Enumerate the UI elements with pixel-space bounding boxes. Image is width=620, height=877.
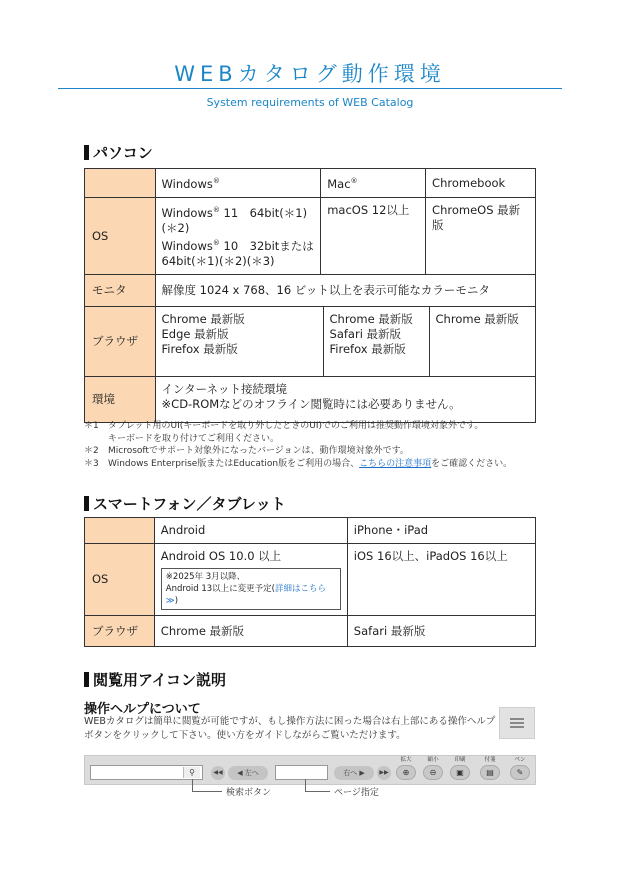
win11-sup: ®: [212, 206, 220, 214]
footnote-text: タブレット用のUI(キーボードを取り外したときのUI)でのご利用は推奨動作環境対象外です。: [108, 421, 484, 431]
mac-label: Mac: [327, 177, 351, 191]
browser-item: Safari 最新版: [329, 327, 402, 341]
details-link[interactable]: 詳細はこちら≫: [165, 584, 327, 606]
pc-header-corner: [85, 169, 156, 198]
pc-header-chromebook: Chromebook: [426, 169, 536, 198]
pc-monitor-row: [85, 275, 536, 307]
footnote-2: [84, 445, 512, 458]
footnote-key: ＊3: [84, 458, 99, 469]
print-tool[interactable]: [447, 755, 473, 780]
page-callout-line-h: [305, 791, 330, 792]
hamburger-icon: [510, 718, 524, 728]
pen-label: ペン: [514, 757, 526, 763]
pc-os-windows-line1: [162, 203, 315, 221]
pc-requirements-table: [84, 168, 536, 423]
page-subtitle: System requirements of WEB Catalog: [206, 96, 414, 109]
pc-monitor-value: 解像度 1024 x 768、16 ビット以上を表示可能なカラーモニタ: [155, 275, 535, 307]
pc-os-row: [85, 198, 536, 275]
page-callout-line: [305, 779, 306, 791]
footnote-1: [84, 420, 512, 433]
mobile-os-android: [154, 544, 347, 616]
printer-icon[interactable]: ▣: [450, 765, 470, 780]
win11-spec: 11 64bit(＊1): [219, 206, 308, 220]
android-change-note: [161, 568, 341, 610]
pc-browser-mac: [324, 307, 430, 376]
pc-heading: [84, 142, 153, 163]
mobile-header-android: Android: [154, 518, 347, 544]
page-title: WEBカタログ動作環境: [174, 62, 446, 86]
mobile-header-corner: [85, 518, 155, 544]
icons-heading-text: 閲覧用アイコン説明: [93, 671, 227, 689]
win10-name: Windows: [161, 239, 213, 253]
windows-sup: ®: [212, 177, 220, 185]
footnote-text: キーボードを取り付けてご利用ください。: [108, 433, 280, 444]
sticky-label: 付箋: [484, 757, 496, 763]
footnotes: [84, 420, 512, 470]
note-line2: [166, 583, 336, 607]
pc-browser-subgrid: [156, 307, 535, 376]
mobile-heading-text: スマートフォン／タブレット: [93, 495, 286, 513]
mobile-requirements-table: [84, 517, 536, 647]
browser-item: Chrome 最新版: [435, 312, 519, 326]
mobile-header-iphone: iPhone・iPad: [347, 518, 535, 544]
pc-header-mac: [321, 169, 426, 198]
search-icon[interactable]: ⚲: [183, 767, 200, 778]
pc-os-label: OS: [85, 198, 156, 275]
footnote-1-cont: [84, 433, 512, 446]
last-page-button[interactable]: ▶▶: [377, 766, 391, 780]
pc-env-row: [85, 377, 536, 423]
zoom-in-label: 拡大: [400, 757, 412, 763]
pc-os-windows-line2: (＊2): [161, 221, 190, 235]
search-input[interactable]: [90, 765, 203, 780]
android-os-version: Android OS 10.0 以上: [160, 549, 282, 563]
win10-sup: ®: [212, 239, 220, 247]
pc-os-windows: [155, 198, 321, 275]
footnote-text: をご確認ください。: [431, 458, 513, 469]
footnote-text: Windows Enterprise版またはEducation版をご利用の場合、: [108, 458, 360, 469]
page-number-input[interactable]: [275, 765, 328, 780]
browser-item: Firefox 最新版: [161, 342, 238, 356]
search-callout-label: 検索ボタン: [226, 788, 272, 798]
zoom-out-icon[interactable]: ⊖: [423, 765, 443, 780]
icons-heading: [84, 669, 226, 690]
browser-item: Firefox 最新版: [329, 342, 406, 356]
pc-browser-label: ブラウザ: [85, 307, 156, 377]
env-line1: インターネット接続環境: [161, 382, 287, 396]
browser-item: Chrome 最新版: [161, 312, 245, 326]
zoom-in-icon[interactable]: ⊕: [396, 765, 416, 780]
note-line1: ※2025年 3月以降、: [165, 572, 246, 582]
mobile-os-label: OS: [85, 544, 155, 616]
pc-heading-text: パソコン: [93, 144, 153, 162]
pc-browser-values: [155, 307, 535, 377]
heading-bar: [84, 496, 89, 511]
mobile-browser-row: [85, 616, 536, 647]
browser-item: Edge 最新版: [161, 327, 229, 341]
mobile-header-row: [85, 518, 536, 544]
viewer-toolbar: [84, 755, 536, 785]
search-callout-line: [192, 779, 193, 791]
search-callout-line-h: [192, 791, 222, 792]
pc-browser-row: [85, 307, 536, 377]
caution-link[interactable]: こちらの注意事項: [359, 458, 432, 469]
mobile-os-row: [85, 544, 536, 616]
mobile-heading: [84, 493, 286, 514]
mac-sup: ®: [350, 177, 358, 185]
title-divider: [58, 88, 562, 89]
pc-os-windows-line3: [162, 236, 315, 254]
zoom-out-label: 縮小: [427, 757, 439, 763]
pc-monitor-label: モニタ: [85, 275, 156, 307]
win11-name: Windows: [161, 206, 213, 220]
pc-env-value: [155, 377, 535, 423]
mobile-browser-iphone: Safari 最新版: [347, 616, 535, 647]
prev-page-button[interactable]: ◀ 左へ: [228, 766, 268, 780]
pc-header-row: [85, 169, 536, 198]
pc-os-windows-line4: 64bit(＊1)(＊2)(＊3): [161, 254, 275, 268]
pen-tool[interactable]: [507, 755, 533, 780]
pc-browser-chromebook: [430, 307, 535, 376]
pc-env-label: 環境: [85, 377, 156, 423]
mobile-os-iphone: iOS 16以上、iPadOS 16以上: [347, 544, 535, 616]
heading-bar: [84, 145, 89, 160]
note-text: Android 13以上に変更予定(: [165, 584, 275, 594]
mobile-browser-android: Chrome 最新版: [154, 616, 347, 647]
win10-spec: 10 32bitまたは: [219, 239, 314, 253]
zoom-out-tool[interactable]: [420, 755, 446, 780]
footnote-key: ＊2: [84, 446, 99, 456]
heading-bar: [84, 672, 89, 687]
print-label: 印刷: [454, 757, 466, 763]
mobile-browser-label: ブラウザ: [85, 616, 155, 647]
page-callout-label: ページ指定: [334, 788, 379, 798]
pc-header-windows: [155, 169, 321, 198]
sticky-tool[interactable]: [477, 755, 503, 780]
browser-item: Chrome 最新版: [329, 312, 413, 326]
pc-os-chromebook: ChromeOS 最新版: [426, 198, 536, 275]
footnote-indent: [84, 433, 108, 446]
env-line2: ※CD-ROMなどのオフライン閲覧時には必要ありません。: [161, 397, 461, 411]
first-page-button[interactable]: ◀◀: [211, 766, 225, 780]
footnote-text: Microsoftでサポート対象外になったバージョンは、動作環境対象外です。: [108, 446, 409, 456]
help-title: 操作ヘルプについて: [84, 702, 201, 717]
sticky-note-icon[interactable]: ▤: [480, 765, 500, 780]
help-text: WEBカタログは簡単に閲覧が可能ですが、もし操作方法に困った場合は右上部にある操作ヘルプボタンをクリックして下さい。使い方をガイドしながらご覧いただけます。: [84, 716, 496, 741]
help-menu-button[interactable]: [499, 707, 535, 739]
footnote-key: ＊1: [84, 421, 99, 431]
pc-os-mac: macOS 12以上: [321, 198, 426, 275]
note-text: ): [174, 596, 179, 606]
pc-browser-windows: [156, 307, 324, 376]
next-page-button[interactable]: 右へ ▶: [334, 766, 374, 780]
footnote-3: [84, 458, 512, 471]
windows-label: Windows: [161, 177, 213, 191]
zoom-in-tool[interactable]: [393, 755, 419, 780]
pen-icon[interactable]: ✎: [510, 765, 530, 780]
